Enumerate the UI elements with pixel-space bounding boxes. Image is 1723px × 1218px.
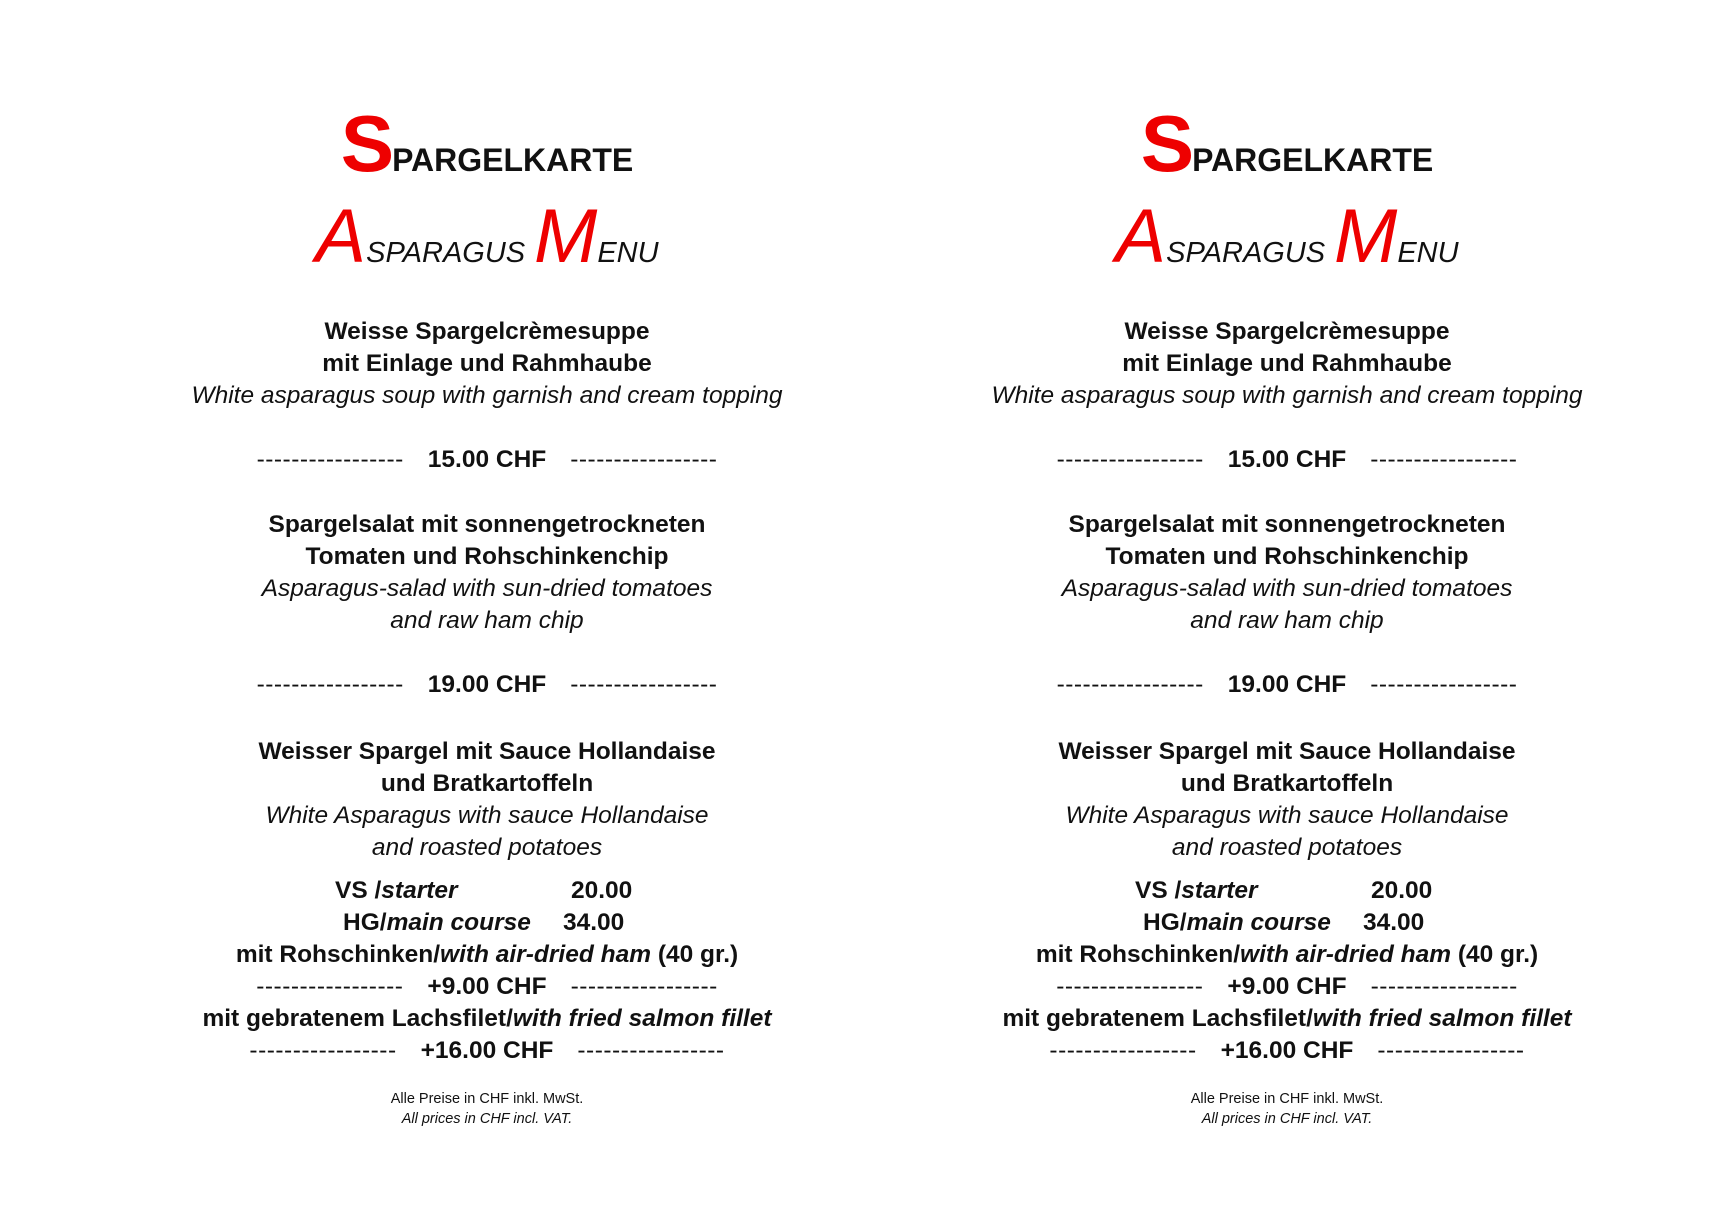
addon-label: mit Rohschinken/with air-dried ham (40 gr.) <box>1035 941 1539 968</box>
title-asparagus-menu: ASPARAGUS MENU <box>315 194 659 279</box>
dish-name-en: and raw ham chip <box>1190 607 1384 634</box>
addon-salmon <box>897 1003 1677 1035</box>
dish-salad <box>897 509 1677 637</box>
price-row-salmon <box>97 1034 877 1068</box>
option-main-price: 34.00 <box>1363 909 1425 936</box>
option-main-label: HG/main course <box>1143 909 1331 936</box>
dish-name-en: White Asparagus with sauce Hollandaise <box>1065 802 1509 829</box>
separator: ----------------- <box>1056 973 1204 1000</box>
price-row-salad <box>97 668 877 702</box>
price-row-ham <box>97 970 877 1004</box>
price: +9.00 CHF <box>427 973 547 1000</box>
price: +16.00 CHF <box>1220 1037 1354 1064</box>
option-starter-label: VS /starter <box>335 877 458 904</box>
price-row-soup <box>97 443 877 477</box>
footer-de: Alle Preise in CHF inkl. MwSt. <box>390 1091 584 1107</box>
separator: ----------------- <box>1049 1037 1197 1064</box>
dish-name-de: Weisser Spargel mit Sauce Hollandaise <box>258 738 716 765</box>
dish-name-de: Weisser Spargel mit Sauce Hollandaise <box>1058 738 1516 765</box>
price: 19.00 CHF <box>1227 671 1347 698</box>
footer-de: Alle Preise in CHF inkl. MwSt. <box>1190 1091 1384 1107</box>
dish-name-de: Tomaten und Rohschinkenchip <box>1105 543 1469 570</box>
price-row-salad <box>897 668 1677 702</box>
price: +9.00 CHF <box>1227 973 1347 1000</box>
title-spargelkarte: SPARGELKARTE <box>1140 99 1434 188</box>
addon-ham <box>897 939 1677 971</box>
separator: ----------------- <box>1370 671 1518 698</box>
addon-label: mit Rohschinken/with air-dried ham (40 gr.) <box>235 941 739 968</box>
footer-en: All prices in CHF incl. VAT. <box>1201 1111 1373 1127</box>
dish-name-de: Weisse Spargelcrèmesuppe <box>324 318 650 345</box>
dish-soup <box>897 316 1677 412</box>
footer-en: All prices in CHF incl. VAT. <box>401 1111 573 1127</box>
price-row-ham <box>897 970 1677 1004</box>
dish-name-de: mit Einlage und Rahmhaube <box>322 350 652 377</box>
separator: ----------------- <box>577 1037 725 1064</box>
menu-card-left <box>97 0 877 1218</box>
option-main-label: HG/main course <box>343 909 531 936</box>
dish-salad <box>97 509 877 637</box>
price: 15.00 CHF <box>427 446 547 473</box>
price: 19.00 CHF <box>427 671 547 698</box>
option-starter-label: VS /starter <box>1135 877 1258 904</box>
addon-ham <box>97 939 877 971</box>
option-main-price: 34.00 <box>563 909 625 936</box>
separator: ----------------- <box>570 973 718 1000</box>
separator: ----------------- <box>1056 446 1204 473</box>
title-asparagus-menu: ASPARAGUS MENU <box>1115 194 1459 279</box>
separator: ----------------- <box>570 446 718 473</box>
dish-name-en: Asparagus-salad with sun-dried tomatoes <box>1061 575 1513 602</box>
footer-note <box>97 1089 877 1129</box>
addon-label: mit gebratenem Lachsfilet/with fried salmon fillet <box>202 1005 772 1032</box>
dish-name-en: Asparagus-salad with sun-dried tomatoes <box>261 575 713 602</box>
dish-name-en: White asparagus soup with garnish and cream topping <box>191 382 783 409</box>
dish-name-de: Weisse Spargelcrèmesuppe <box>1124 318 1450 345</box>
dish-white-asparagus <box>97 736 877 864</box>
separator: ----------------- <box>1370 973 1518 1000</box>
menu-card-right <box>897 0 1677 1218</box>
price: +16.00 CHF <box>420 1037 554 1064</box>
dish-name-de: und Bratkartoffeln <box>380 770 594 797</box>
separator: ----------------- <box>249 1037 397 1064</box>
separator: ----------------- <box>570 671 718 698</box>
addon-label: mit gebratenem Lachsfilet/with fried salmon fillet <box>1002 1005 1572 1032</box>
addon-salmon <box>97 1003 877 1035</box>
dish-name-de: und Bratkartoffeln <box>1180 770 1394 797</box>
dish-name-de: mit Einlage und Rahmhaube <box>1122 350 1452 377</box>
price-row-salmon <box>897 1034 1677 1068</box>
dish-name-en: and roasted potatoes <box>371 834 603 861</box>
price: 15.00 CHF <box>1227 446 1347 473</box>
dish-white-asparagus <box>897 736 1677 864</box>
dish-name-en: and raw ham chip <box>390 607 584 634</box>
separator: ----------------- <box>256 446 404 473</box>
price-row-soup <box>897 443 1677 477</box>
separator: ----------------- <box>256 671 404 698</box>
option-starter-price: 20.00 <box>571 877 633 904</box>
separator: ----------------- <box>1056 671 1204 698</box>
option-starter-price: 20.00 <box>1371 877 1433 904</box>
dish-name-en: and roasted potatoes <box>1171 834 1403 861</box>
dish-name-de: Spargelsalat mit sonnengetrockneten <box>268 511 706 538</box>
separator: ----------------- <box>1370 446 1518 473</box>
dish-name-de: Tomaten und Rohschinkenchip <box>305 543 669 570</box>
dish-name-en: White Asparagus with sauce Hollandaise <box>265 802 709 829</box>
dish-name-de: Spargelsalat mit sonnengetrockneten <box>1068 511 1506 538</box>
dish-soup <box>97 316 877 412</box>
title-spargelkarte: SPARGELKARTE <box>340 99 634 188</box>
dish-name-en: White asparagus soup with garnish and cream topping <box>991 382 1583 409</box>
separator: ----------------- <box>1377 1037 1525 1064</box>
footer-note <box>897 1089 1677 1129</box>
separator: ----------------- <box>256 973 404 1000</box>
